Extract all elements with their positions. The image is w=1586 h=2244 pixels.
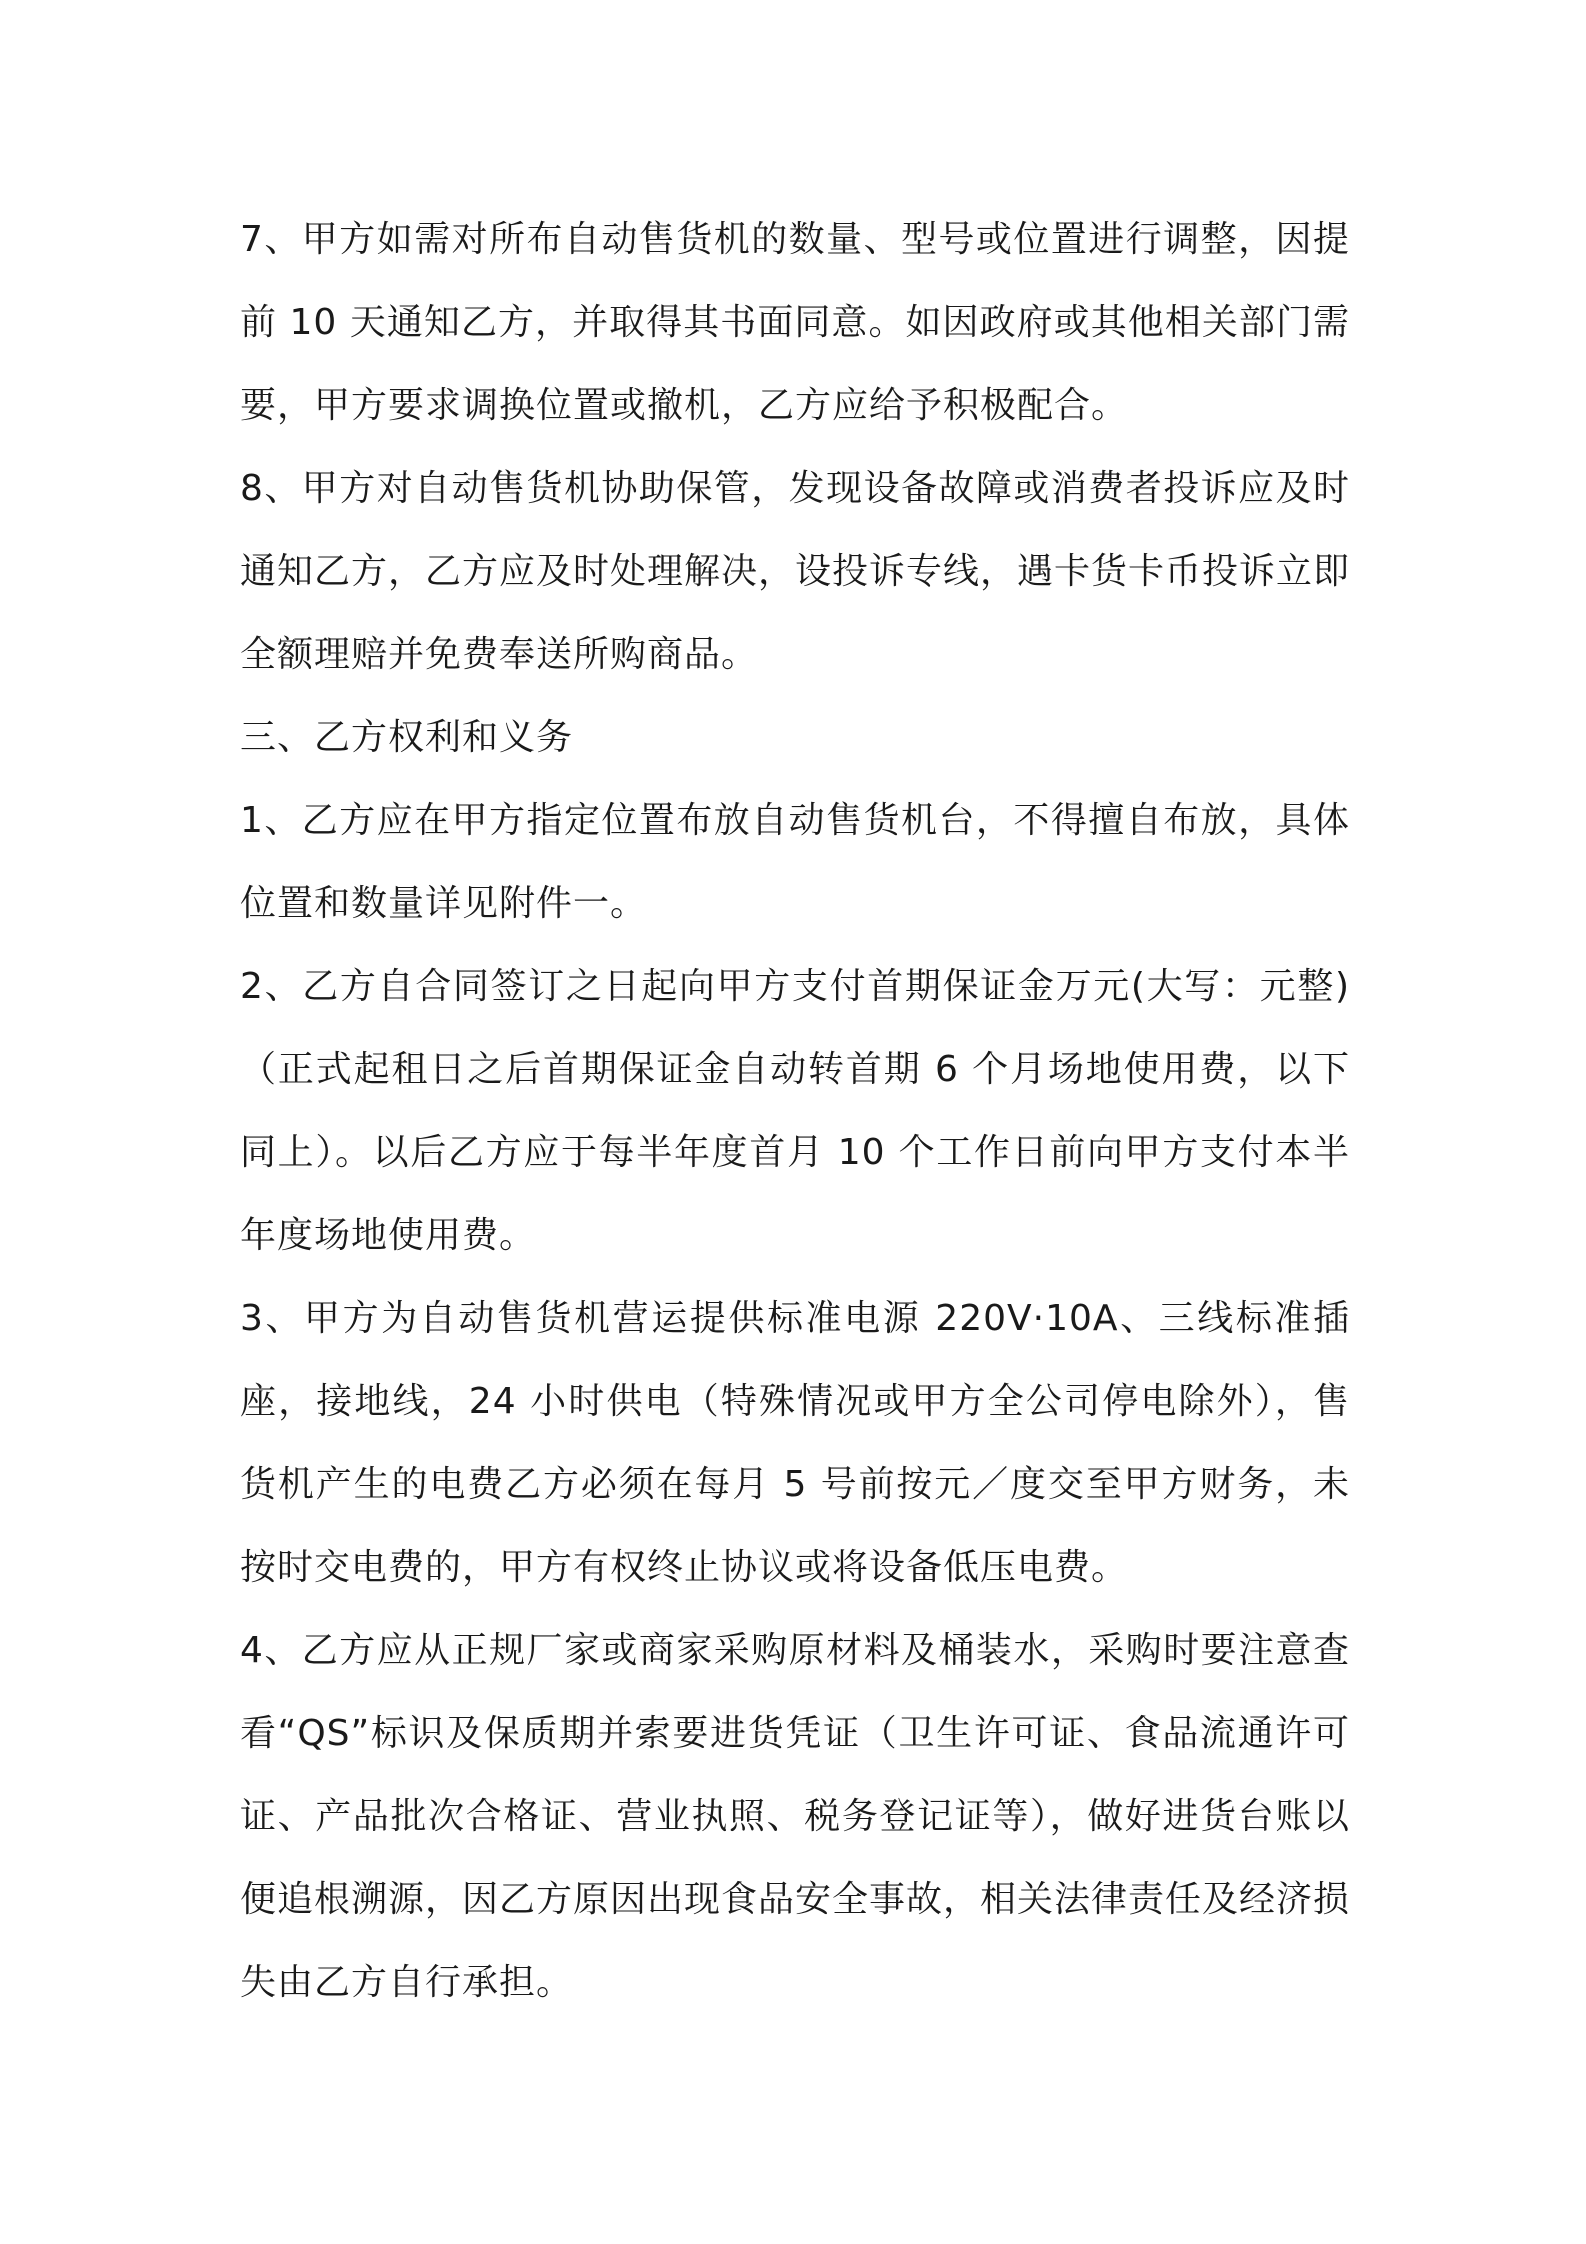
clause-7-paragraph: 7、甲方如需对所布自动售货机的数量、型号或位置进行调整，因提前 10 天通知乙方，并取得其书面同意。如因政府或其他相关部门需要，甲方要求调换位置或撤机，乙方应给予积极配合。 (240, 219, 1350, 426)
section-heading: 三、乙方权利和义务 (240, 717, 574, 758)
clause-2-paragraph: 2、乙方自合同签订之日起向甲方支付首期保证金万元(大写：元整)（正式起租日之后首期保证金自动转首期 6 个月场地使用费，以下同上）。以后乙方应于每半年度首月 10 个工作日前向甲方支付本半年度场地使用费。 (240, 966, 1350, 1256)
document-body (240, 198, 1350, 2024)
clause-1-paragraph: 1、乙方应在甲方指定位置布放自动售货机台，不得擅自布放，具体位置和数量详见附件一。 (240, 800, 1350, 924)
clause-3-paragraph: 3、甲方为自动售货机营运提供标准电源 220V·10A、三线标准插座，接地线，24 小时供电（特殊情况或甲方全公司停电除外），售货机产生的电费乙方必须在每月 5 号前按元／度交至甲方财务，未按时交电费的，甲方有权终止协议或将设备低压电费。 (240, 1298, 1350, 1588)
clause-4-paragraph: 4、乙方应从正规厂家或商家采购原材料及桶装水，采购时要注意查看“QS”标识及保质期并索要进货凭证（卫生许可证、食品流通许可证、产品批次合格证、营业执照、税务登记证等），做好进货台账以便追根溯源，因乙方原因出现食品安全事故，相关法律责任及经济损失由乙方自行承担。 (240, 1630, 1351, 2003)
clause-8-paragraph: 8、甲方对自动售货机协助保管，发现设备故障或消费者投诉应及时通知乙方，乙方应及时处理解决，设投诉专线，遇卡货卡币投诉立即全额理赔并免费奉送所购商品。 (240, 468, 1351, 675)
